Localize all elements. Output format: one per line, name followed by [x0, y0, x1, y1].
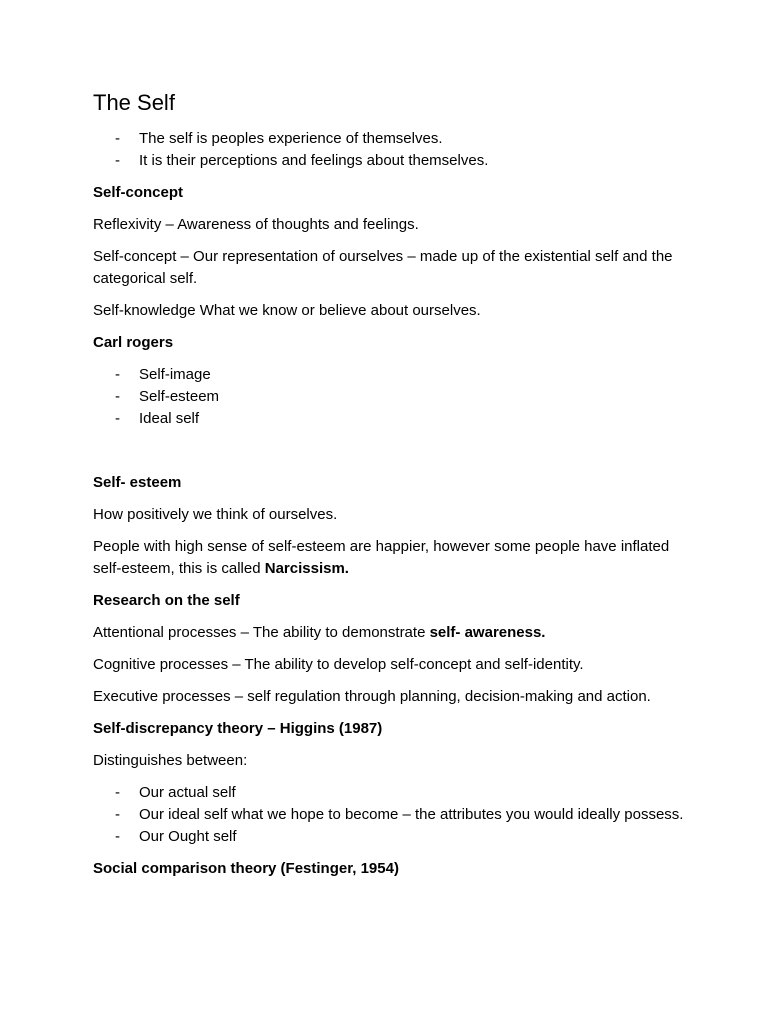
- list-item-text: It is their perceptions and feelings about themselves.: [139, 152, 489, 169]
- rogers-list: [93, 364, 693, 430]
- list-item-text: Our Ought self: [139, 828, 237, 845]
- bullet-dash: -: [115, 130, 120, 147]
- blank-line: [93, 440, 693, 472]
- cognitive-paragraph: Cognitive processes – The ability to develop self-concept and self-identity.: [93, 656, 584, 673]
- bullet-dash: -: [115, 366, 120, 383]
- paragraph-text: People with high sense of self-esteem are happier, however some people have inflated self-esteem, this is called: [93, 538, 670, 577]
- list-item-text: Our actual self: [139, 784, 236, 801]
- attentional-paragraph: [93, 622, 693, 644]
- list-item: [93, 128, 693, 150]
- bullet-dash: -: [115, 388, 120, 405]
- self-knowledge-paragraph: Self-knowledge What we know or believe about ourselves.: [93, 302, 481, 319]
- research-heading: Research on the self: [93, 592, 240, 609]
- self-concept-heading: Self-concept: [93, 184, 184, 201]
- bullet-dash: -: [115, 410, 120, 427]
- emphasis-text: Narcissism.: [264, 560, 349, 577]
- carl-rogers-heading: Carl rogers: [93, 334, 174, 351]
- list-item: [93, 804, 693, 826]
- bullet-dash: -: [115, 806, 120, 823]
- bullet-dash: -: [115, 828, 120, 845]
- list-item: [93, 408, 693, 430]
- list-item: [93, 826, 693, 848]
- intro-list: [93, 128, 693, 172]
- bullet-dash: -: [115, 152, 120, 169]
- self-esteem-heading: Self- esteem: [93, 474, 182, 491]
- emphasis-text: self- awareness.: [429, 624, 546, 641]
- comparison-heading: Social comparison theory (Festinger, 1954): [93, 860, 399, 877]
- discrepancy-list: [93, 782, 693, 848]
- list-item-text: The self is peoples experience of themselves.: [139, 130, 443, 147]
- list-item: [93, 364, 693, 386]
- list-item-text: Our ideal self what we hope to become – the attributes you would ideally possess.: [139, 806, 684, 823]
- discrepancy-heading: Self-discrepancy theory – Higgins (1987): [93, 720, 383, 737]
- bullet-dash: -: [115, 784, 120, 801]
- page-title: The Self: [93, 90, 175, 115]
- list-item: [93, 386, 693, 408]
- list-item-text: Self-image: [139, 366, 211, 383]
- list-item: [93, 782, 693, 804]
- list-item-text: Self-esteem: [139, 388, 220, 405]
- self-esteem-definition: How positively we think of ourselves.: [93, 506, 338, 523]
- discrepancy-intro: Distinguishes between:: [93, 752, 248, 769]
- list-item-text: Ideal self: [139, 410, 200, 427]
- self-concept-paragraph: Self-concept – Our representation of ourselves – made up of the existential self and the categorical self.: [93, 248, 673, 287]
- document-content: [93, 88, 693, 890]
- list-item: [93, 150, 693, 172]
- reflexivity-paragraph: Reflexivity – Awareness of thoughts and feelings.: [93, 216, 419, 233]
- paragraph-text: Attentional processes – The ability to demonstrate: [93, 624, 430, 641]
- narcissism-paragraph: [93, 536, 693, 580]
- executive-paragraph: Executive processes – self regulation through planning, decision-making and action.: [93, 688, 651, 705]
